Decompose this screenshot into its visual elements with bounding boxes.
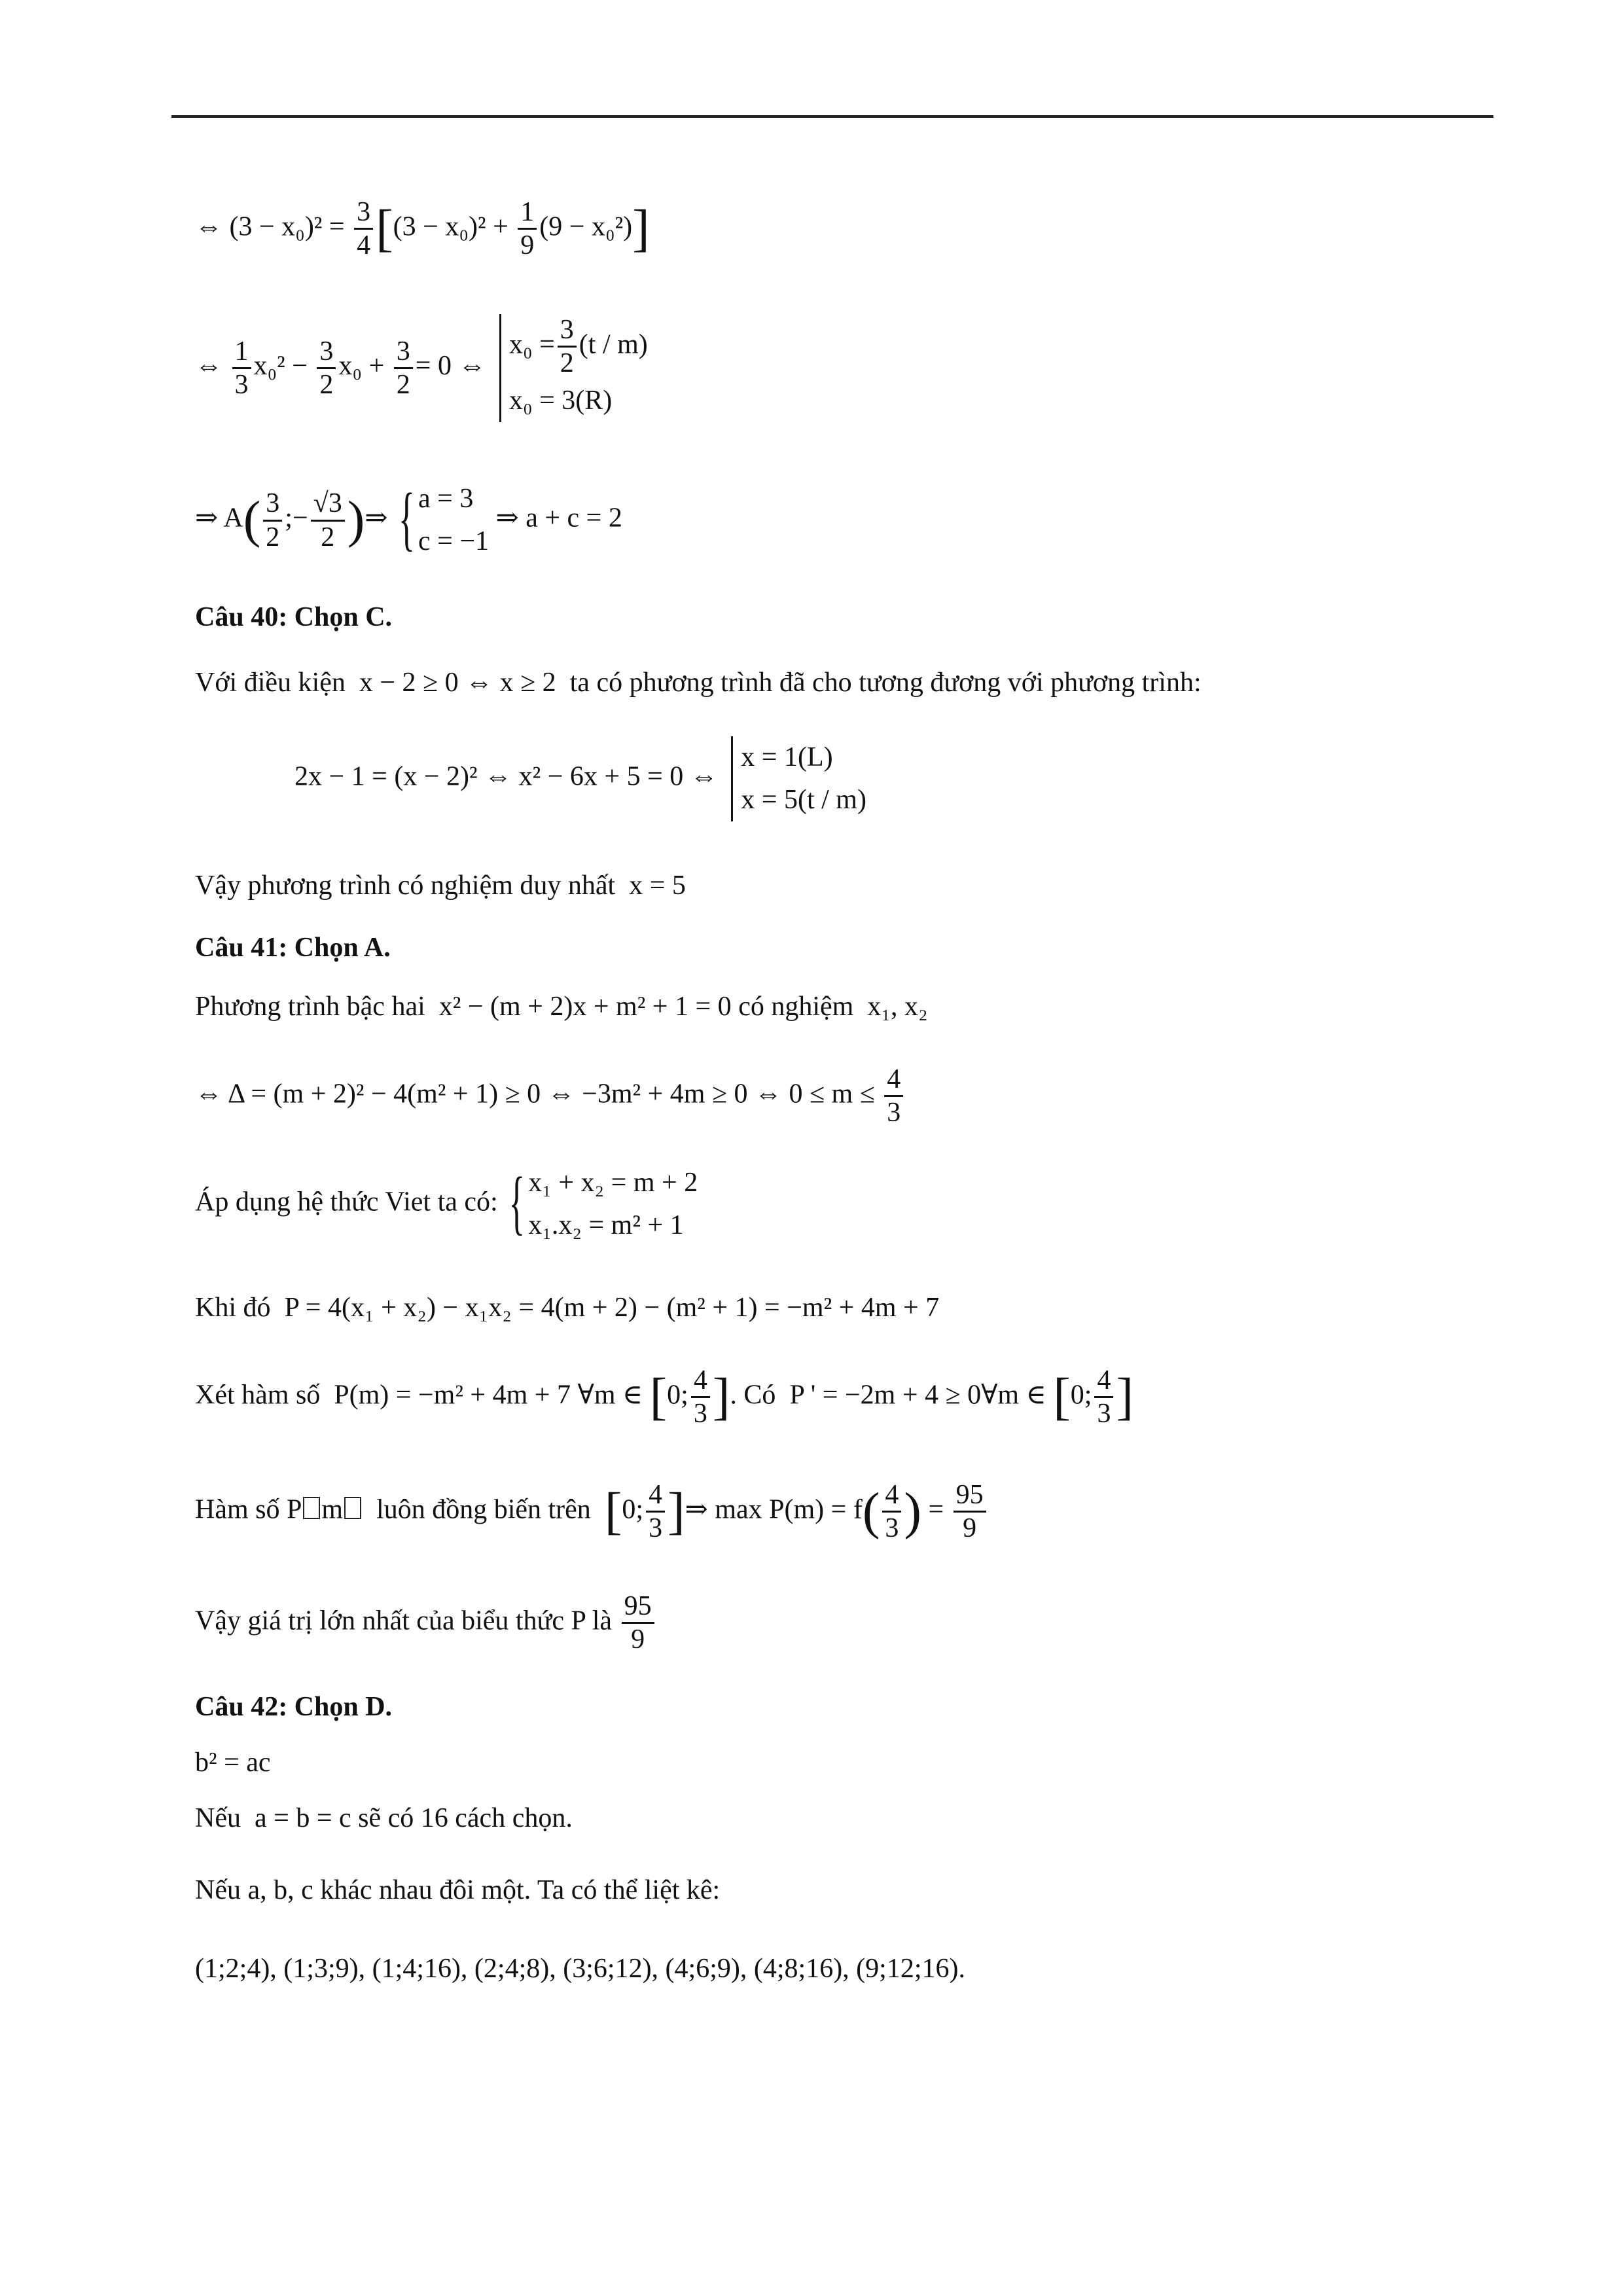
missing-glyph-box <box>344 1497 361 1519</box>
fraction: $\frac{1}{9}$ <box>518 196 537 262</box>
q42-equation: b² = ac <box>195 1748 271 1778</box>
solution-cases: x₀ = $\frac{3}{2}$ (t / m) x₀ = 3(R) <box>499 314 648 422</box>
question-42-heading: Câu 42: Chọn D. <box>195 1692 393 1722</box>
fraction: $\frac{95}{9}$ <box>954 1479 986 1545</box>
fraction: $\frac{4}{3}$ <box>646 1479 665 1545</box>
q41-monotonic: Hàm số P m luôn đồng biến trên [0; $\frac{4}{3}$ ]⇒ max P(m) = f( $\frac{4}{3}$ ) = $\frac{95}{9}$ <box>195 1479 989 1545</box>
q41-expression-p: Khi đó P = 4(x₁ + x₂) − x₁x₂ = 4(m + 2) − (m² + 1) = −m² + 4m + 7 <box>195 1293 940 1323</box>
header-rule <box>171 115 1493 118</box>
missing-glyph-box <box>303 1497 320 1519</box>
q41-function-study: Xét hàm số P(m) = −m² + 4m + 7 ∀m ∈ [0; $\frac{4}{3}$ ]. Có P ' = −2m + 4 ≥ 0∀m ∈ [0; $\frac{4}{3}$ ] <box>195 1365 1134 1429</box>
system-brace: { a = 3 c = −1 <box>400 478 489 563</box>
fraction: $\frac{3}{2}$ <box>263 488 282 553</box>
q40-condition-text: Với điều kiện x − 2 ≥ 0 ⇔ x ≥ 2 ta có phương trình đã cho tương đương với phương trình: <box>195 668 1202 698</box>
q41-viet: Áp dụng hệ thức Viet ta có: { x₁ + x₂ = m + 2 x₁.x₂ = m² + 1 <box>195 1162 698 1247</box>
equation-line-2: ⇔ $\frac{1}{3}$ x₀² − $\frac{3}{2}$ x₀ + $\frac{3}{2}$ = 0 ⇔ x₀ = $\frac{3}{2}$ (t / m) x₀ = 3(R) <box>195 314 648 422</box>
equation-line-1: ⇔ (3 − x₀)² = $\frac{3}{4}$ [(3 − x₀)² + $\frac{1}{9}$ (9 − x₀²)] <box>195 197 650 261</box>
fraction: $\frac{4}{3}$ <box>884 1064 903 1129</box>
solution-cases: x = 1(L) x = 5(t / m) <box>731 736 866 821</box>
q42-list: (1;2;4), (1;3;9), (1;4;16), (2;4;8), (3;6;12), (4;6;9), (4;8;16), (9;12;16). <box>195 1954 965 1984</box>
q42-case-equal: Nếu a = b = c sẽ có 16 cách chọn. <box>195 1803 573 1833</box>
q42-case-distinct: Nếu a, b, c khác nhau đôi một. Ta có thể liệt kê: <box>195 1875 721 1905</box>
fraction: $\frac{1}{3}$ <box>232 336 251 401</box>
fraction: $\frac{4}{3}$ <box>882 1479 901 1545</box>
fraction: $\frac{95}{9}$ <box>622 1590 654 1656</box>
q40-conclusion: Vậy phương trình có nghiệm duy nhất x = 5 <box>195 870 686 901</box>
q41-conclusion: Vậy giá trị lớn nhất của biểu thức P là $\frac{95}{9}$ <box>195 1590 657 1656</box>
q40-equation: 2x − 1 = (x − 2)² ⇔ x² − 6x + 5 = 0 ⇔ x = 1(L) x = 5(t / m) <box>294 736 866 821</box>
equation-line-3: ⇒ A( $\frac{3}{2}$ ;− $\frac{√3}{2}$ )⇒ { a = 3 c = −1 ⇒ a + c = 2 <box>195 478 622 563</box>
system-brace: { x₁ + x₂ = m + 2 x₁.x₂ = m² + 1 <box>510 1162 698 1247</box>
fraction: $\frac{3}{4}$ <box>354 196 373 262</box>
fraction: $\frac{3}{2}$ <box>394 336 413 401</box>
fraction: $\frac{√3}{2}$ <box>311 488 345 553</box>
fraction: $\frac{3}{2}$ <box>317 336 336 401</box>
fraction: $\frac{4}{3}$ <box>1094 1365 1113 1430</box>
question-40-heading: Câu 40: Chọn C. <box>195 602 393 632</box>
q41-discriminant: ⇔ Δ = (m + 2)² − 4(m² + 1) ≥ 0 ⇔ −3m² + 4m ≥ 0 ⇔ 0 ≤ m ≤ $\frac{4}{3}$ <box>195 1064 906 1129</box>
fraction: $\frac{4}{3}$ <box>691 1365 710 1430</box>
q41-statement: Phương trình bậc hai x² − (m + 2)x + m² + 1 = 0 có nghiệm x₁, x₂ <box>195 992 928 1022</box>
question-41-heading: Câu 41: Chọn A. <box>195 933 391 963</box>
